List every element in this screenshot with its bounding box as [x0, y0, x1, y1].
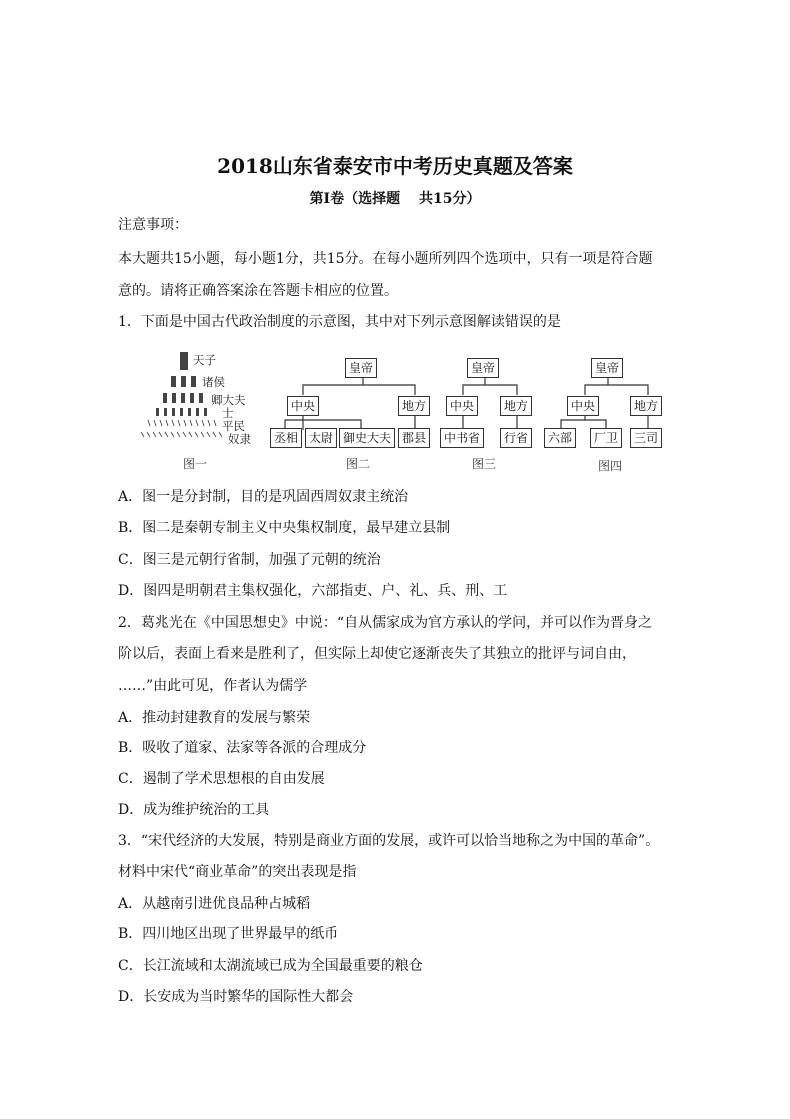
option: D．长安成为当时繁华的国际性大都会: [118, 989, 354, 1005]
node: 中书省: [440, 428, 484, 448]
question-2-stem: 2．葛兆光在《中国思想史》中说：“自从儒家成为官方承认的学问，并可以作为晋身之: [118, 615, 653, 631]
notice-text: 本大题共15小题，每小题1分，共15分。在每小题所列四个选项中，只有一项是符合题: [118, 251, 653, 267]
node-local: 地方: [630, 396, 662, 416]
level-label: 天子: [193, 353, 216, 367]
option: A．从越南引进优良品种占城稻: [118, 896, 311, 912]
level-label: 奴隶: [228, 432, 251, 446]
document-title: 2018山东省泰安市中考历史真题及答案: [217, 154, 573, 178]
diagram-connectors: [0, 0, 790, 480]
option: B．四川地区出现了世界最早的纸币: [118, 926, 339, 942]
question-1-stem: 1．下面是中国古代政治制度的示意图，其中对下列示意图解读错误的是: [118, 314, 561, 330]
node-emperor: 皇帝: [467, 358, 499, 378]
node: 六部: [544, 428, 576, 448]
option: B．吸收了道家、法家等各派的合理成分: [118, 740, 367, 756]
question-3-stem: 材料中宋代“商业革命”的突出表现是指: [118, 864, 357, 880]
figure-caption: 图三: [472, 457, 497, 471]
question-3-stem: 3．“宋代经济的大发展，特别是商业方面的发展，或许可以恰当地称之为中国的革命”。: [118, 833, 660, 849]
option: C．遏制了学术思想根的自由发展: [118, 771, 325, 787]
level-label: 平民: [222, 419, 245, 433]
question-2-stem: 阶以后，表面上看来是胜利了，但实际上却使它逐渐丧失了其独立的批评与词自由，: [118, 646, 636, 662]
node: 御史大夫: [339, 428, 395, 448]
figure-caption: 图一: [183, 457, 208, 471]
level-label: 诸侯: [202, 375, 225, 389]
section-subtitle: 第Ⅰ卷（选择题 共15分）: [309, 191, 481, 207]
node: 厂卫: [590, 428, 622, 448]
option: A．图一是分封制，目的是巩固西周奴隶主统治: [118, 489, 409, 505]
node-emperor: 皇帝: [345, 358, 377, 378]
option: D．成为维护统治的工具: [118, 802, 270, 818]
node: 丞相: [270, 428, 302, 448]
question-2-stem: ……”由此可见，作者认为儒学: [118, 678, 308, 694]
option: B．图二是秦朝专制主义中央集权制度，最早建立县制: [118, 520, 451, 536]
node: 三司: [630, 428, 662, 448]
node: 太尉: [305, 428, 337, 448]
node-emperor: 皇帝: [591, 358, 623, 378]
figure-caption: 图四: [598, 459, 623, 473]
option: C．长江流域和太湖流域已成为全国最重要的粮仓: [118, 958, 423, 974]
node-central: 中央: [567, 396, 599, 416]
node: 行省: [500, 428, 532, 448]
level-label: 士: [222, 406, 234, 420]
notice-text: 意的。请将正确答案涂在答题卡相应的位置。: [118, 283, 398, 299]
node-local: 地方: [398, 396, 430, 416]
node-central: 中央: [446, 396, 478, 416]
node-central: 中央: [287, 396, 319, 416]
notice-heading: 注意事项：: [118, 217, 188, 233]
node-local: 地方: [500, 396, 532, 416]
option: D．图四是明朝君主集权强化，六部指吏、户、礼、兵、刑、工: [118, 583, 508, 599]
node: 郡县: [398, 428, 430, 448]
figure-caption: 图二: [346, 457, 371, 471]
level-label: 卿大夫: [211, 393, 246, 407]
option: A．推动封建教育的发展与繁荣: [118, 710, 311, 726]
option: C．图三是元朝行省制，加强了元朝的统治: [118, 552, 381, 568]
